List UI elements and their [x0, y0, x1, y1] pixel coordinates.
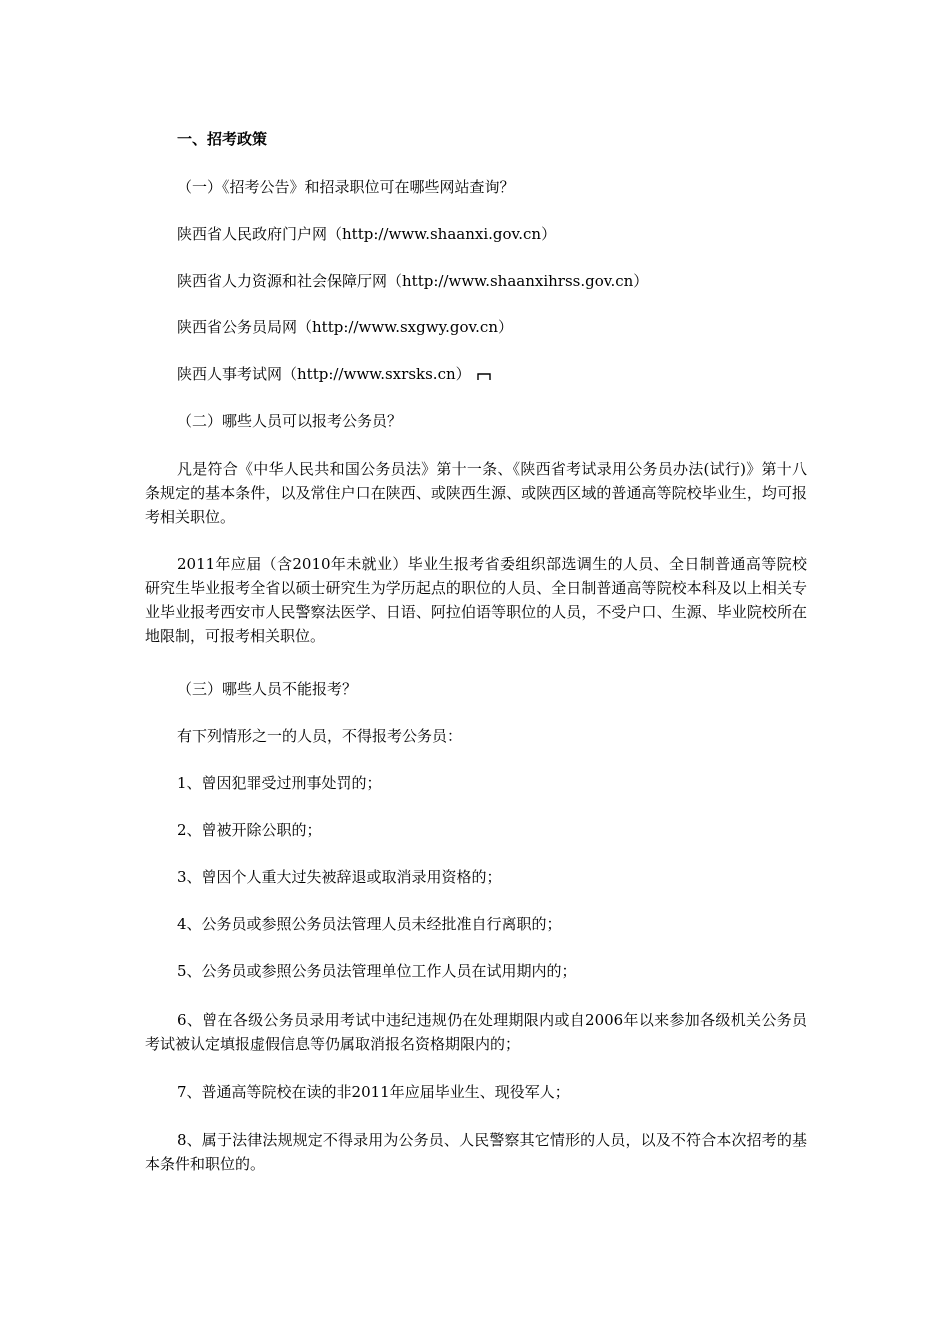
- site-sxrsks-row: [177, 362, 491, 386]
- exclusion-item-3: 3、曾因个人重大过失被辞退或取消录用资格的；: [177, 868, 502, 886]
- eligibility-paragraph-2: 2011年应届（含2010年未就业）毕业生报考省委组织部选调生的人员、全日制普通高等院校研究生毕业报考全省以硕士研究生为学历起点的职位的人员、全日制普通高等院校本科及以上相关专业毕业报考西安市人民警察法医学、日语、阿拉伯语等职位的人员，不受户口、生源、毕业院校所在地限制，可报考相关职位。: [145, 555, 807, 645]
- paragraph-mark-icon: [477, 371, 491, 381]
- question-2-title: （二）哪些人员可以报考公务员？: [177, 412, 403, 430]
- exclusion-item-7: 7、普通高等院校在读的非2011年应届毕业生、现役军人；: [177, 1083, 570, 1101]
- exclusion-intro: 有下列情形之一的人员，不得报考公务员：: [177, 727, 463, 745]
- exclusion-item-4: 4、公务员或参照公务员法管理人员未经批准自行离职的；: [177, 915, 562, 933]
- site-sxgwy: 陕西省公务员局网（http://www.sxgwy.gov.cn）: [177, 318, 513, 336]
- exclusion-item-2: 2、曾被开除公职的；: [177, 821, 322, 839]
- exclusion-item-8: 8、属于法律法规规定不得录用为公务员、人民警察其它情形的人员，以及不符合本次招考的基本条件和职位的。: [145, 1131, 807, 1173]
- exclusion-item-1: 1、曾因犯罪受过刑事处罚的；: [177, 774, 382, 792]
- section-heading: 一、招考政策: [177, 130, 268, 148]
- eligibility-paragraph-1: 凡是符合《中华人民共和国公务员法》第十一条、《陕西省考试录用公务员办法(试行)》第十八条规定的基本条件，以及常住户口在陕西、或陕西生源、或陕西区域的普通高等院校毕业生，均可报考相关职位。: [145, 460, 807, 526]
- exclusion-item-5: 5、公务员或参照公务员法管理单位工作人员在试用期内的；: [177, 962, 577, 980]
- site-sxrsks: 陕西人事考试网（http://www.sxrsks.cn）: [177, 365, 471, 383]
- site-shaanxihrss: 陕西省人力资源和社会保障厅网（http://www.shaanxihrss.gov.cn）: [177, 272, 649, 290]
- exclusion-item-6: 6、曾在各级公务员录用考试中违纪违规仍在处理期限内或自2006年以来参加各级机关公务员考试被认定填报虚假信息等仍属取消报名资格期限内的；: [145, 1011, 807, 1053]
- site-shaanxi-gov: 陕西省人民政府门户网（http://www.shaanxi.gov.cn）: [177, 225, 557, 243]
- question-1-title: （一）《招考公告》和招录职位可在哪些网站查询？: [177, 178, 515, 196]
- question-3-title: （三）哪些人员不能报考？: [177, 680, 358, 698]
